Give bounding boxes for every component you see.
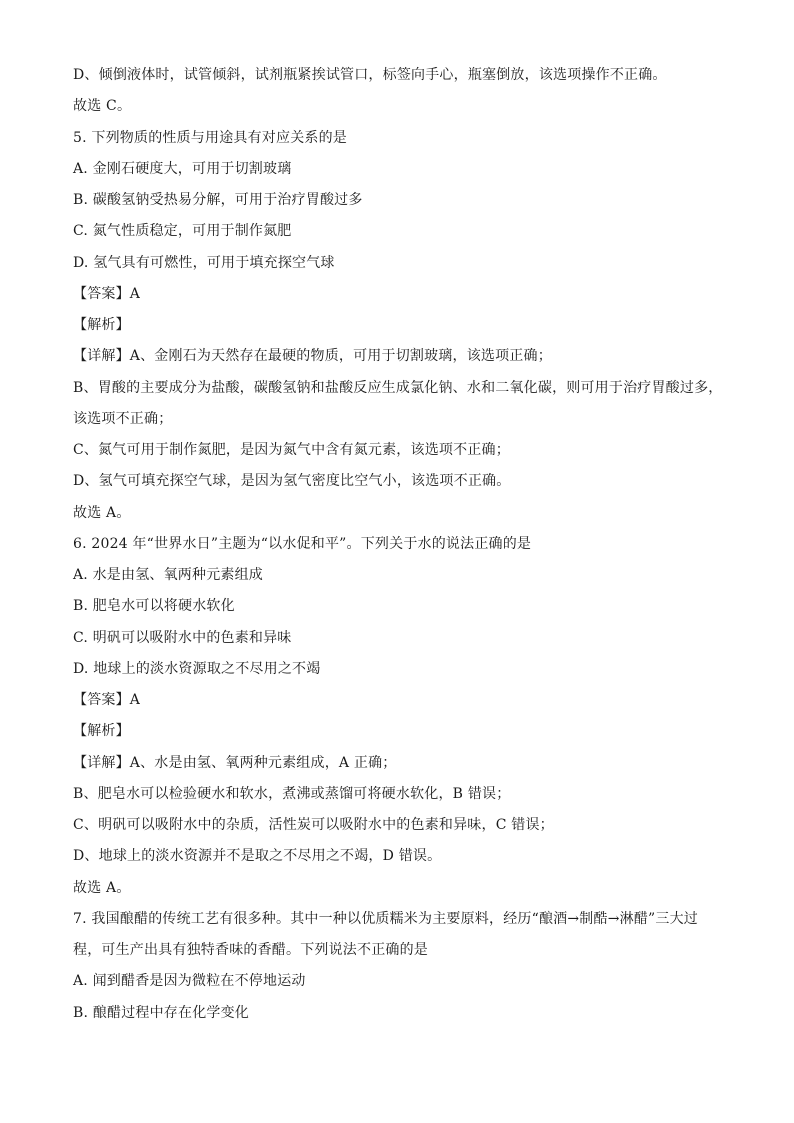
text-line: D、倾倒液体时，试管倾斜，试剂瓶紧挨试管口，标签向手心，瓶塞倒放，该选项操作不正确。 [73,67,667,83]
detail-line: C、明矾可以吸附水中的杂质，活性炭可以吸附水中的色素和异味，C 错误； [73,817,554,833]
option-line: B. 肥皂水可以将硬水软化 [73,598,235,614]
detail-line: C、氮气可用于制作氮肥，是因为氮气中含有氮元素，该选项不正确； [73,442,510,458]
detail-line: 该选项不正确； [73,411,173,427]
analysis-label: 【解析】 [73,723,130,739]
text-line: 故选 A。 [73,880,131,896]
option-line: A. 金刚石硬度大，可用于切割玻璃 [73,161,292,177]
detail-line: B、肥皂水可以检验硬水和软水，煮沸或蒸馏可将硬水软化，B 错误； [73,786,511,802]
option-line: A. 闻到醋香是因为微粒在不停地运动 [73,973,306,989]
text-line: 故选 C。 [73,98,132,114]
analysis-label: 【解析】 [73,317,130,333]
question-stem: 7. 我国酿醋的传统工艺有很多种。其中一种以优质糯米为主要原料，经历“酿酒→制酷→淋醋”三大过 [73,911,698,927]
answer-label: 【答案】A [73,692,141,708]
detail-line: D、氢气可填充探空气球，是因为氢气密度比空气小，该选项不正确。 [73,473,511,489]
option-line: B. 碳酸氢钠受热易分解，可用于治疗胃酸过多 [73,192,363,208]
detail-line: D、地球上的淡水资源并不是取之不尽用之不竭，D 错误。 [73,848,442,864]
detail-line: 【详解】A、水是由氢、氧两种元素组成，A 正确； [73,755,397,771]
option-line: C. 明矾可以吸附水中的色素和异味 [73,630,292,646]
option-line: C. 氮气性质稳定，可用于制作氮肥 [73,223,292,239]
question-stem: 6. 2024 年“世界水日”主题为“以水促和平”。下列关于水的说法正确的是 [73,536,532,552]
option-line: B. 酿醋过程中存在化学变化 [73,1005,249,1021]
text-line: 故选 A。 [73,505,131,521]
question-stem: 程，可生产出具有独特香味的香醋。下列说法不正确的是 [73,942,428,958]
detail-line: B、胃酸的主要成分为盐酸，碳酸氢钠和盐酸反应生成氯化钠、水和二氧化碳，则可用于治疗胃酸过多， [73,380,723,396]
option-line: D. 氢气具有可燃性，可用于填充探空气球 [73,255,335,271]
option-line: D. 地球上的淡水资源取之不尽用之不竭 [73,661,321,677]
option-line: A. 水是由氢、氧两种元素组成 [73,567,264,583]
answer-label: 【答案】A [73,286,141,302]
detail-line: 【详解】A、金刚石为天然存在最硬的物质，可用于切割玻璃，该选项正确； [73,348,552,364]
question-stem: 5. 下列物质的性质与用途具有对应关系的是 [73,130,348,146]
